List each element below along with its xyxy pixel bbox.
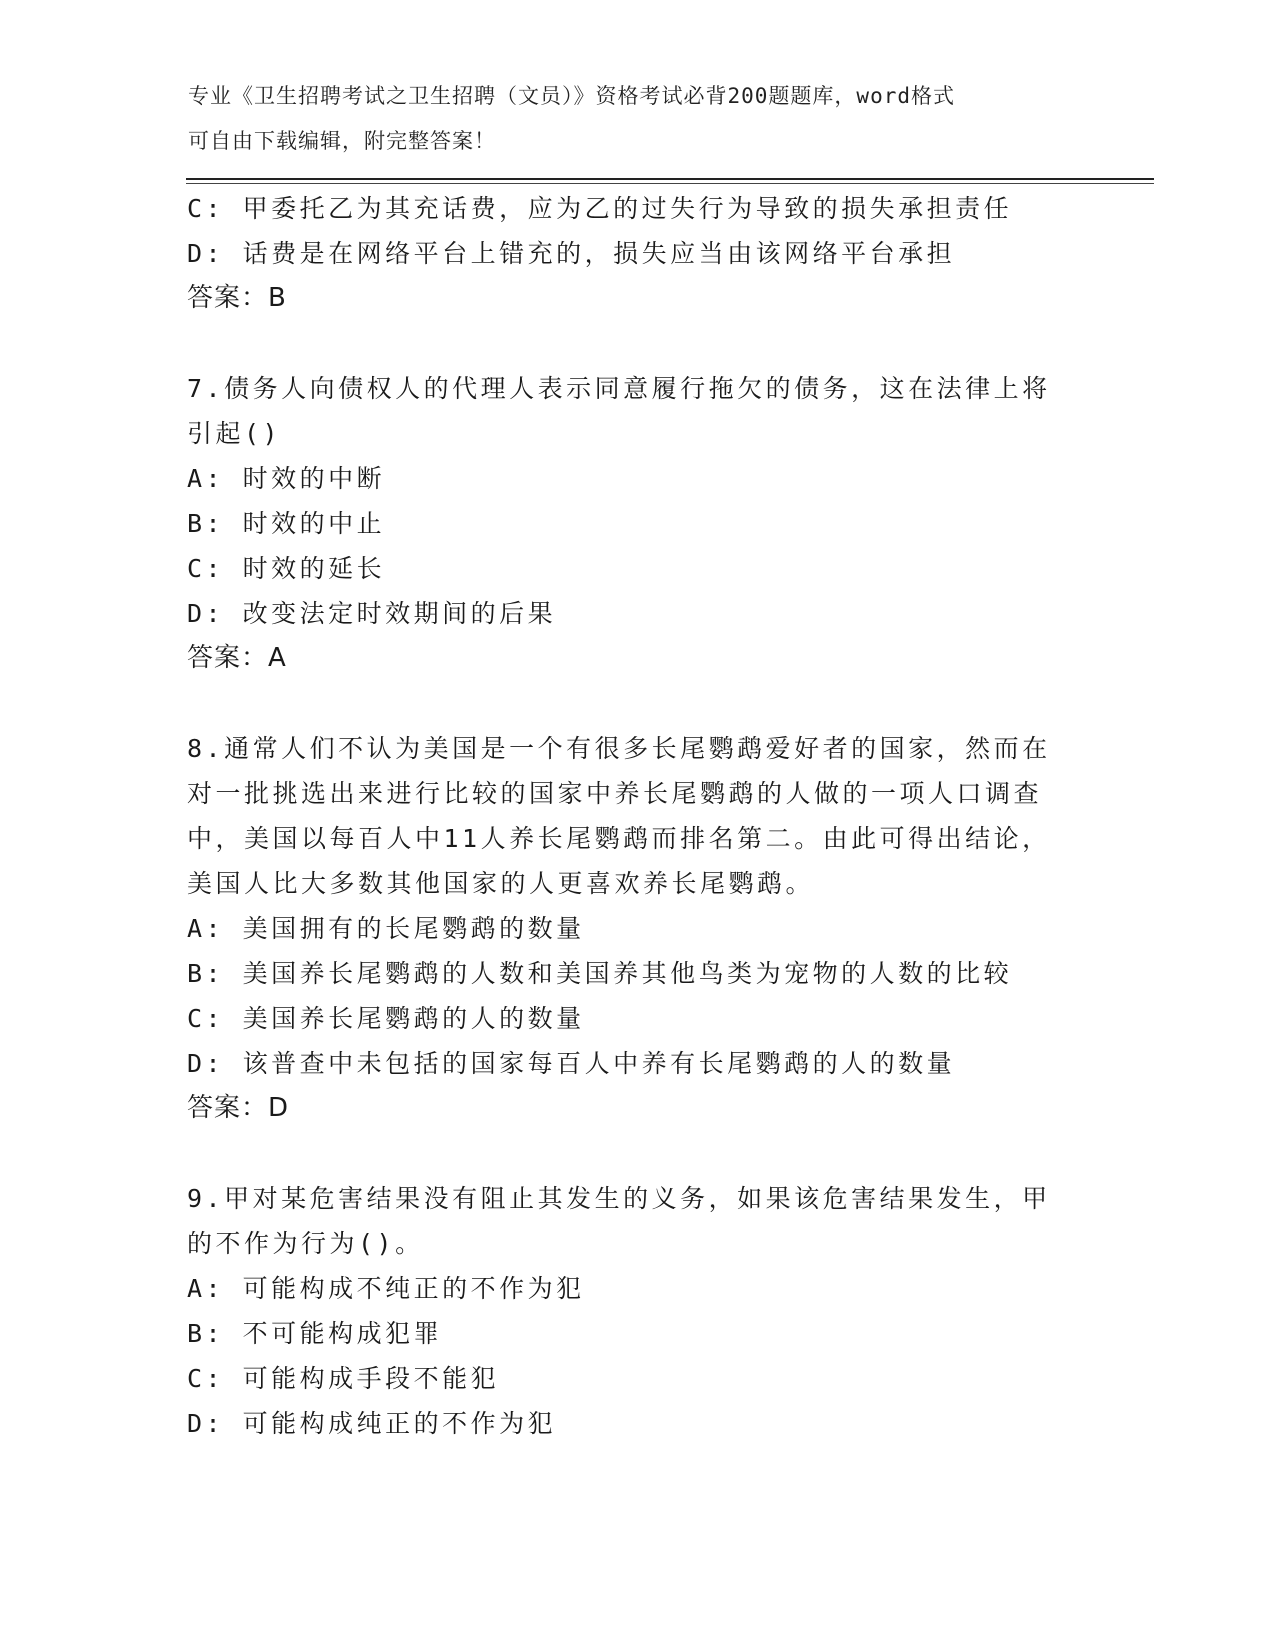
question-stem-line: 的不作为行为()。	[187, 1229, 424, 1258]
option-d: D: 改变法定时效期间的后果	[187, 599, 557, 628]
question-stem-line: 9.甲对某危害结果没有阻止其发生的义务，如果该危害结果发生，甲	[187, 1184, 1051, 1213]
question-7	[187, 366, 1087, 681]
header-divider-thick	[186, 178, 1154, 180]
question-stem-line: 引起()	[187, 419, 282, 448]
option-c: C: 美国养长尾鹦鹉的人的数量	[187, 1004, 585, 1033]
header-divider-thin	[186, 183, 1154, 184]
answer-label: 答案：A	[187, 643, 287, 673]
question-6-tail	[187, 186, 1087, 321]
question-stem-line: 中，美国以每百人中11人养长尾鹦鹉而排名第二。由此可得出结论，	[187, 824, 1051, 853]
option-b: B: 不可能构成犯罪	[187, 1319, 443, 1348]
option-c: C: 甲委托乙为其充话费，应为乙的过失行为导致的损失承担责任	[187, 194, 1013, 223]
option-c: C: 时效的延长	[187, 554, 386, 583]
option-b: B: 美国养长尾鹦鹉的人数和美国养其他鸟类为宠物的人数的比较	[187, 959, 1013, 988]
question-stem-line: 8.通常人们不认为美国是一个有很多长尾鹦鹉爱好者的国家，然而在	[187, 734, 1051, 763]
answer-label: 答案：B	[187, 283, 287, 313]
option-c: C: 可能构成手段不能犯	[187, 1364, 500, 1393]
option-a: A: 可能构成不纯正的不作为犯	[187, 1274, 585, 1303]
header-line-1: 专业《卫生招聘考试之卫生招聘（文员）》资格考试必背200题题库，word格式	[188, 84, 955, 108]
question-9	[187, 1176, 1087, 1446]
question-stem-line: 对一批挑选出来进行比较的国家中养长尾鹦鹉的人做的一项人口调查	[187, 779, 1043, 808]
answer-label: 答案：D	[187, 1093, 290, 1123]
option-a: A: 时效的中断	[187, 464, 386, 493]
option-a: A: 美国拥有的长尾鹦鹉的数量	[187, 914, 585, 943]
option-d: D: 可能构成纯正的不作为犯	[187, 1409, 557, 1438]
question-8	[187, 726, 1087, 1131]
question-stem-line: 美国人比大多数其他国家的人更喜欢养长尾鹦鹉。	[187, 869, 815, 898]
question-content	[187, 186, 1087, 1446]
spacer	[187, 321, 1087, 366]
header-line-2: 可自由下载编辑，附完整答案！	[188, 129, 496, 153]
option-d: D: 该普查中未包括的国家每百人中养有长尾鹦鹉的人的数量	[187, 1049, 956, 1078]
question-stem-line: 7.债务人向债权人的代理人表示同意履行拖欠的债务，这在法律上将	[187, 374, 1051, 403]
document-header	[188, 74, 1068, 164]
spacer	[187, 681, 1087, 726]
option-d: D: 话费是在网络平台上错充的，损失应当由该网络平台承担	[187, 239, 956, 268]
option-b: B: 时效的中止	[187, 509, 386, 538]
spacer	[187, 1131, 1087, 1176]
